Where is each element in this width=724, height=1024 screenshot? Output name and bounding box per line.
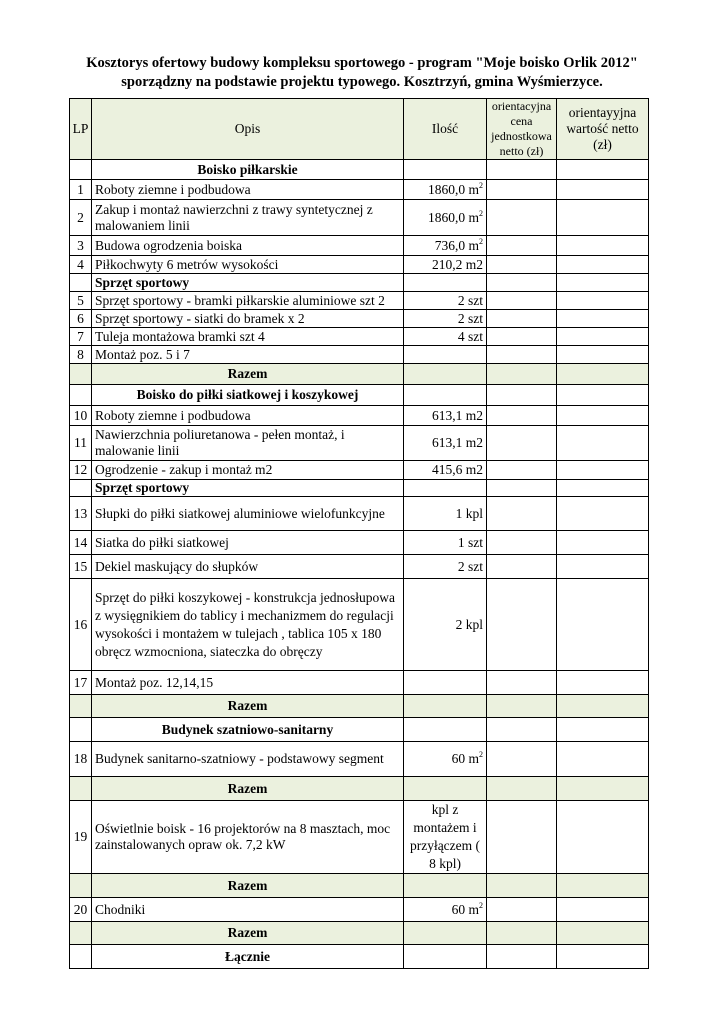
table-header	[70, 99, 649, 160]
table-row: 19 Oświetlnie boisk - 16 projektorów na 8 masztach, moc zainstalowanych opraw ok. 7,2 kW kpl z montażem i przyłączem ( 8 kpl)	[70, 801, 649, 874]
razem-label: Razem	[92, 695, 404, 718]
table-row: 2 Zakup i montaż nawierzchni z trawy syntetycznej z malowaniem linii 1860,0 $m^2$	[70, 200, 649, 236]
table-row: 20 Chodniki 60 $m^2$	[70, 898, 649, 922]
table-row: 7 Tuleja montażowa bramki szt 4 4 szt	[70, 328, 649, 346]
razem-label: Razem	[92, 922, 404, 945]
table-row: 4 Piłkochwyty 6 metrów wysokości 210,2 m2	[70, 256, 649, 274]
razem-row	[70, 777, 649, 801]
section-row	[70, 718, 649, 742]
table-row: 6 Sprzęt sportowy - siatki do bramek x 2 2 szt	[70, 310, 649, 328]
table-row: 11 Nawierzchnia poliuretanowa - pełen montaż, i malowanie linii 613,1 m2	[70, 426, 649, 461]
total-row	[70, 945, 649, 969]
header-wartosc: orientayyjna wartość netto (zł)	[557, 99, 649, 160]
table-row: 5 Sprzęt sportowy - bramki piłkarskie aluminiowe szt 2 2 szt	[70, 292, 649, 310]
cost-estimate-table	[69, 98, 649, 969]
subsection-title: Sprzęt sportowy	[92, 274, 404, 292]
razem-row	[70, 695, 649, 718]
header-ilosc: Ilość	[404, 99, 487, 160]
razem-row	[70, 874, 649, 898]
table-row: 1 Roboty ziemne i podbudowa 1860,0 $m^2$	[70, 180, 649, 200]
subsection-title: Sprzęt sportowy	[92, 480, 404, 497]
section-title: Boisko do piłki siatkowej i koszykowej	[92, 385, 404, 406]
title-line-1: Kosztorys ofertowy budowy kompleksu sportowego - program "Moje boisko Orlik 2012"	[86, 55, 638, 71]
table-row: 13 Słupki do piłki siatkowej aluminiowe wielofunkcyjne 1 kpl	[70, 497, 649, 531]
table-row: 15 Dekiel maskujący do słupków 2 szt	[70, 555, 649, 579]
total-label: Łącznie	[92, 945, 404, 969]
subsection-row	[70, 480, 649, 497]
razem-label: Razem	[92, 364, 404, 385]
subsection-row	[70, 274, 649, 292]
razem-row	[70, 922, 649, 945]
document-title	[60, 54, 664, 92]
section-title: Budynek szatniowo-sanitarny	[92, 718, 404, 742]
table-row: 16 Sprzęt do piłki koszykowej - konstrukcja jednosłupowa z wysięgnikiem do tablicy i mechanizmem do regulacji wysokości i montażem w tulejach , tablica 105 x 180 obręcz wzmocniona, siateczka do obręczy 2 kpl	[70, 579, 649, 671]
razem-label: Razem	[92, 874, 404, 898]
header-lp: LP	[70, 99, 92, 160]
title-line-2: sporządzny na podstawie projektu typowego. Kosztrzyń, gmina Wyśmierzyce.	[121, 74, 603, 90]
section-row	[70, 385, 649, 406]
table-row: 8 Montaż poz. 5 i 7	[70, 346, 649, 364]
table-row: 18 Budynek sanitarno-szatniowy - podstawowy segment 60 $m^2$	[70, 742, 649, 777]
header-opis: Opis	[92, 99, 404, 160]
table-row: 3 Budowa ogrodzenia boiska 736,0 $m^2$	[70, 236, 649, 256]
table-row: 14 Siatka do piłki siatkowej 1 szt	[70, 531, 649, 555]
header-cena: orientacyjna cena jednostkowa netto (zł)	[487, 99, 557, 160]
table-row: 10 Roboty ziemne i podbudowa 613,1 m2	[70, 406, 649, 426]
table-row: 17 Montaż poz. 12,14,15	[70, 671, 649, 695]
razem-label: Razem	[92, 777, 404, 801]
table-row: 12 Ogrodzenie - zakup i montaż m2 415,6 m2	[70, 461, 649, 480]
section-row	[70, 160, 649, 180]
razem-row	[70, 364, 649, 385]
section-title: Boisko piłkarskie	[92, 160, 404, 180]
